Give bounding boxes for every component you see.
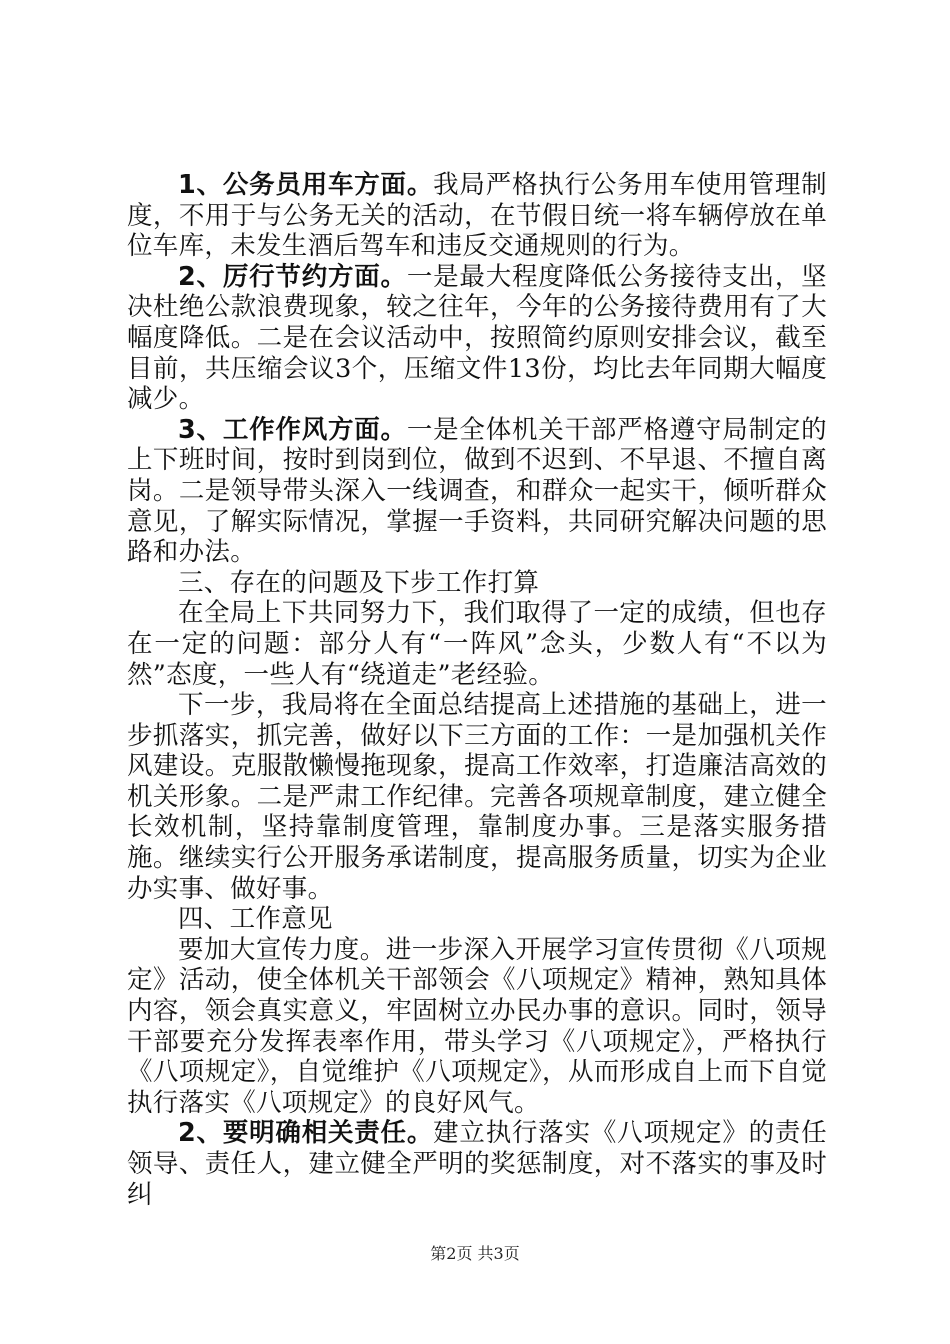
paragraph-publicity bbox=[127, 935, 827, 1119]
paragraph-work-style bbox=[127, 415, 827, 568]
paragraph-text: 下一步，我局将在全面总结提高上述措施的基础上，进一步抓落实，抓完善，做好以下三方面的工作：一是加强机关作风建设。克服散懒慢拖现象，提高工作效率，打造廉洁高效的机关形象。二是严肃工作纪律。完善各项规章制度，建立健全长效机制，坚持靠制度管理，靠制度办事。三是落实服务措施。继续实行公开服务承诺制度，提高服务质量，切实为企业办实事、做好事。 bbox=[127, 690, 827, 904]
document-body bbox=[127, 170, 827, 1210]
paragraph-text: 一是全体机关干部严格遵守局制定的上下班时间，按时到岗到位，做到不迟到、不早退、不擅自离岗。二是领导带头深入一线调查，和群众一起实干，倾听群众意见，了解实际情况，掌握一手资料，共同研究解决问题的思路和办法。 bbox=[127, 414, 827, 568]
section-heading-opinions: 四、工作意见 bbox=[178, 904, 333, 935]
paragraph-text: 要加大宣传力度。进一步深入开展学习宣传贯彻《八项规定》活动，使全体机关干部领会《八项规定》精神，熟知具体内容，领会真实意义，牢固树立办民办事的意识。同时，领导干部要充分发挥表率作用，带头学习《八项规定》，严格执行《八项规定》，自觉维护《八项规定》，从而形成自上而下自觉执行落实《八项规定》的良好风气。 bbox=[127, 934, 827, 1118]
paragraph-vehicle-use bbox=[127, 170, 827, 262]
paragraph-lead: 2、要明确相关责任。 bbox=[178, 1118, 434, 1149]
paragraph-lead: 3、工作作风方面。 bbox=[178, 414, 407, 445]
paragraph-text: 在全局上下共同努力下，我们取得了一定的成绩，但也存在一定的问题：部分人有“一阵风”念头，少数人有“不以为然”态度，一些人有“绕道走”老经验。 bbox=[127, 598, 827, 690]
paragraph-next-steps bbox=[127, 690, 827, 904]
paragraph-frugality bbox=[127, 262, 827, 415]
paragraph-text: 一是最大程度降低公务接待支出，坚决杜绝公款浪费现象，较之往年，今年的公务接待费用有了大幅度降低。二是在会议活动中，按照简约原则安排会议，截至目前，共压缩会议3个，压缩文件13份，均比去年同期大幅度减少。 bbox=[127, 261, 827, 415]
paragraph-text: 建立执行落实《八项规定》的责任领导、责任人，建立健全严明的奖惩制度，对不落实的事及时纠 bbox=[127, 1118, 827, 1210]
paragraph-responsibility bbox=[127, 1118, 827, 1210]
section-heading-problems: 三、存在的问题及下步工作打算 bbox=[178, 567, 540, 598]
paragraph-problems bbox=[127, 598, 827, 690]
paragraph-lead: 2、厉行节约方面。 bbox=[178, 261, 407, 292]
paragraph-text: 我局严格执行公务用车使用管理制度，不用于与公务无关的活动，在节假日统一将车辆停放在单位车库，未发生酒后驾车和违反交通规则的行为。 bbox=[127, 170, 827, 262]
paragraph-lead: 1、公务员用车方面。 bbox=[178, 170, 434, 200]
page-footer: 第2页 共3页 bbox=[430, 1244, 520, 1263]
